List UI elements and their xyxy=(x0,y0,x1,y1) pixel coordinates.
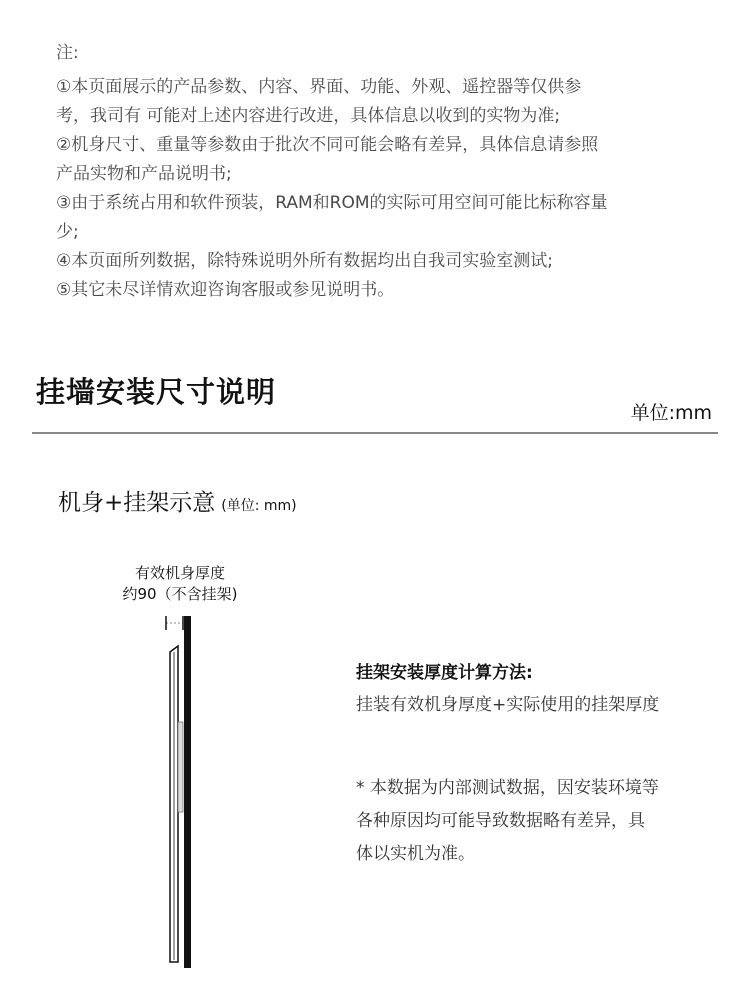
thickness-label xyxy=(100,563,260,605)
section-divider xyxy=(32,432,718,434)
method-note-line: * 本数据为内部测试数据，因安装环境等 xyxy=(356,778,659,798)
method-note-line: 各种原因均可能导致数据略有差异，具 xyxy=(356,811,645,831)
notes-line: 产品实物和产品说明书; xyxy=(56,164,232,184)
method-body: 挂装有效机身厚度+实际使用的挂架厚度 xyxy=(356,695,660,715)
notes-line: ②机身尺寸、重量等参数由于批次不同可能会略有差异，具体信息请参照 xyxy=(56,135,599,155)
side-view-diagram xyxy=(150,612,210,972)
notes-line: 考，我司有 可能对上述内容进行改进，具体信息以收到的实物为准; xyxy=(56,106,561,126)
figure-unit: (单位: mm) xyxy=(221,498,297,514)
notes-line: ⑤其它未尽详情欢迎咨询客服或参见说明书。 xyxy=(56,280,395,300)
thickness-label-line1: 有效机身厚度 xyxy=(134,564,225,582)
notes-line: 少; xyxy=(56,222,79,242)
method-note xyxy=(356,772,716,871)
wall-bracket xyxy=(184,616,191,968)
notes-line: ④本页面所列数据，除特殊说明外所有数据均出自我司实验室测试; xyxy=(56,251,553,271)
tv-back-panel xyxy=(178,722,183,812)
notes-line: ③由于系统占用和软件预装，RAM和ROM的实际可用空间可能比标称容量 xyxy=(56,193,608,213)
figure-title xyxy=(58,484,297,517)
method-title: 挂架安装厚度计算方法: xyxy=(356,663,533,683)
thickness-label-line2: 约90（不含挂架) xyxy=(122,585,238,603)
notes-heading: 注: xyxy=(56,43,79,63)
notes-line: ①本页面展示的产品参数、内容、界面、功能、外观、遥控器等仅供参 xyxy=(56,77,582,97)
section-title: 挂墙安装尺寸说明 xyxy=(36,375,277,409)
section-unit: 单位:mm xyxy=(630,402,712,424)
notes-block xyxy=(56,38,706,305)
figure-title-text: 机身+挂架示意 xyxy=(58,490,216,516)
method-note-line: 体以实机为准。 xyxy=(356,844,475,864)
